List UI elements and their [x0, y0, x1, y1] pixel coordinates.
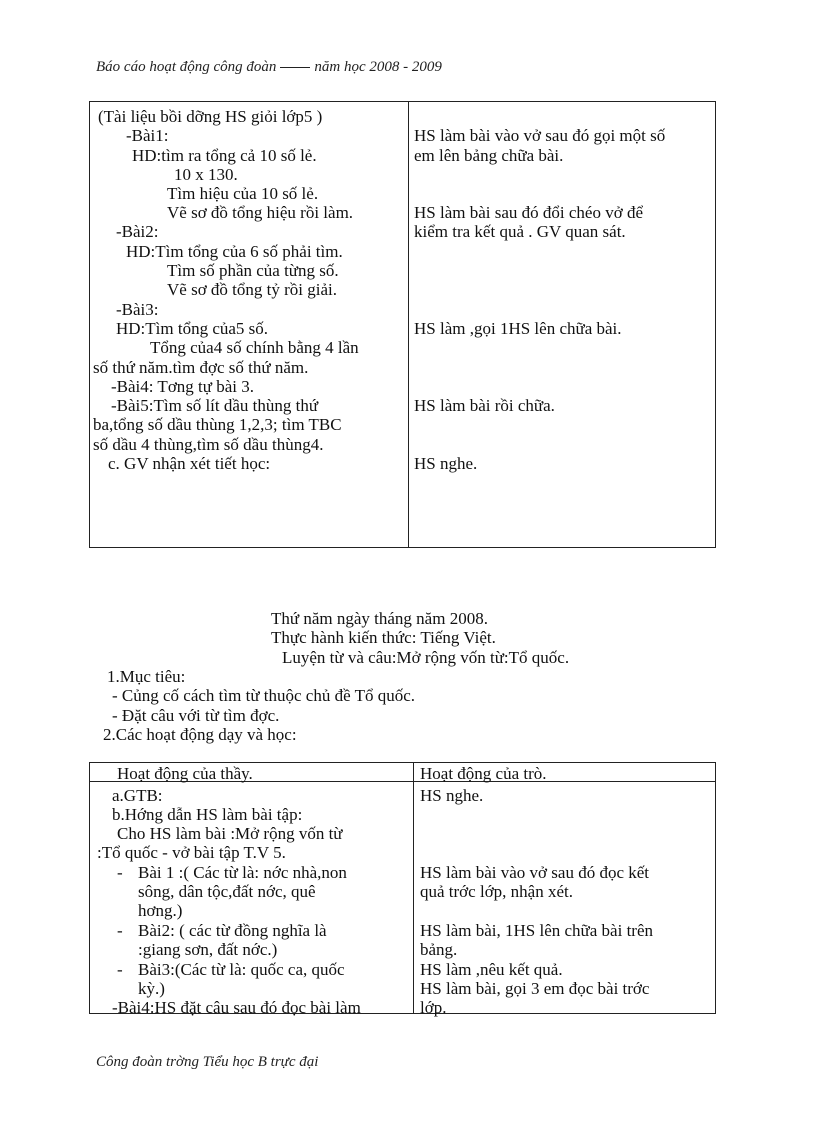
lesson-topic: Luyện từ và câu:Mở rộng vốn từ:Tổ quốc.	[282, 648, 570, 667]
t2-left-line: Cho HS làm bài :Mở rộng vốn từ	[117, 824, 343, 843]
lesson-subject: Thực hành kiến thức: Tiếng Việt.	[271, 628, 496, 647]
bullet-dash: -	[117, 863, 123, 882]
t2-left-line: :Tổ quốc - vở bài tập T.V 5.	[97, 843, 286, 862]
activities-table-2	[89, 762, 716, 1017]
t2-left-line: Bài2: ( các từ đồng nghĩa là	[138, 921, 327, 940]
t1-left-line: Tổng của4 số chính bằng 4 lần	[150, 338, 359, 357]
t1-left-line: HD:Tìm tổng của 6 số phải tìm.	[126, 242, 343, 261]
bullet-dash: -	[117, 921, 123, 940]
t1-left-line: -Bài4: Tơng tự bài 3.	[111, 377, 255, 396]
t1-left-line: c. GV nhận xét tiết học:	[108, 454, 271, 473]
t2-left-line: :giang sơn, đất nớc.)	[138, 940, 278, 959]
t1-left-line: -Bài3:	[116, 300, 159, 319]
t1-left-line: -Bài2:	[116, 222, 159, 241]
t1-left-line: -Bài1:	[126, 126, 169, 145]
t2-header-teacher: Hoạt động của thầy.	[117, 764, 253, 783]
t2-left-line: Bài3:(Các từ là: quốc ca, quốc	[138, 960, 345, 979]
t1-left-line: Tìm số phần của từng số.	[167, 261, 339, 280]
t2-header-student: Hoạt động của trò.	[420, 764, 547, 783]
t2-left-line: -Bài4:HS đặt câu sau đó đọc bài làm	[112, 998, 361, 1017]
activities-heading: 2.Các hoạt động dạy và học:	[103, 725, 297, 744]
t1-left-line: Vẽ sơ đồ tổng hiệu rồi làm.	[167, 203, 354, 222]
t1-right-line: HS làm bài sau đó đổi chéo vở để	[414, 203, 644, 222]
t2-right-line: HS làm bài, 1HS lên chữa bài trên	[420, 921, 653, 940]
objective-item: - Củng cố cách tìm từ thuộc chủ đề Tổ quốc.	[112, 686, 416, 705]
t2-right-line: HS làm bài vào vở sau đó đọc kết	[420, 863, 650, 882]
t2-left-line: sông, dân tộc,đất nớc, quê	[138, 882, 316, 901]
t1-left-line: Vẽ sơ đồ tổng tỷ rồi giải.	[167, 280, 337, 299]
page-footer: Công đoàn trờng Tiểu học B trực đại	[96, 1054, 319, 1070]
t2-left-line: kỳ.)	[138, 979, 165, 998]
t1-right-line: HS làm bài rồi chữa.	[414, 396, 555, 415]
t1-left-line: số dầu 4 thùng,tìm số dầu thùng4.	[93, 435, 324, 454]
activities-table-1	[89, 101, 716, 548]
t1-left-line: số thứ năm.tìm đợc số thứ năm.	[93, 358, 309, 377]
t1-left-line: HD:tìm ra tổng cả 10 số lẻ.	[132, 146, 317, 165]
t2-left-line: Bài 1 :( Các từ là: nớc nhà,non	[138, 863, 347, 882]
objectives-heading: 1.Mục tiêu:	[107, 667, 186, 686]
t2-right-line: HS nghe.	[420, 786, 484, 805]
t1-right-line: kiểm tra kết quả . GV quan sát.	[414, 222, 626, 241]
t2-right-line: quả trớc lớp, nhận xét.	[420, 882, 573, 901]
t2-left-line: hơng.)	[138, 901, 183, 920]
t2-right-line: lớp.	[420, 998, 447, 1017]
t2-right-line: bảng.	[420, 940, 458, 959]
t1-right-line: em lên bảng chữa bài.	[414, 146, 564, 165]
t2-left-line: b.Hớng dẫn HS làm bài tập:	[112, 805, 303, 824]
t1-left-line: 10 x 130.	[174, 165, 238, 184]
t1-right-line: HS nghe.	[414, 454, 478, 473]
t1-left-line: (Tài liệu bồi dỡng HS giỏi lớp5 )	[98, 107, 323, 126]
t1-left-line: Tìm hiệu của 10 số lẻ.	[167, 184, 319, 203]
column-divider	[408, 102, 409, 547]
page-header	[96, 58, 442, 77]
t2-right-line: HS làm bài, gọi 3 em đọc bài trớc	[420, 979, 650, 998]
column-divider	[413, 763, 414, 1013]
t2-right-line: HS làm ,nêu kết quả.	[420, 960, 563, 979]
t1-right-line: HS làm ,gọi 1HS lên chữa bài.	[414, 319, 622, 338]
t1-left-line: HD:Tìm tổng của5 số.	[116, 319, 269, 338]
header-year: năm học 2008 - 2009	[314, 59, 442, 75]
t1-left-line: ba,tổng số dầu thùng 1,2,3; tìm TBC	[93, 415, 342, 434]
lesson-date: Thứ năm ngày tháng năm 2008.	[271, 609, 488, 628]
t2-left-line: a.GTB:	[112, 786, 163, 805]
header-dash	[280, 67, 310, 68]
t1-left-line: -Bài5:Tìm số lít dầu thùng thứ	[111, 396, 319, 415]
header-title: Báo cáo hoạt động công đoàn	[96, 59, 277, 75]
bullet-dash: -	[117, 960, 123, 979]
t1-right-line: HS làm bài vào vở sau đó gọi một số	[414, 126, 666, 145]
objective-item: - Đặt câu với từ tìm đợc.	[112, 706, 280, 725]
